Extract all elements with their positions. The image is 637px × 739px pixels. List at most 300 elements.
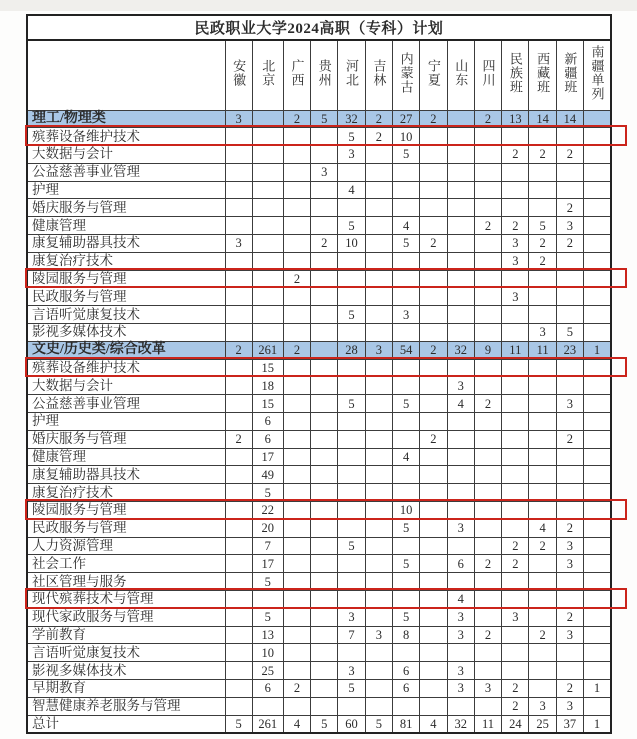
cell <box>447 110 474 128</box>
cell <box>365 146 392 164</box>
cell <box>338 555 365 573</box>
cell <box>584 519 611 537</box>
cell <box>556 252 583 270</box>
cell <box>365 252 392 270</box>
cell <box>420 199 447 217</box>
cell: 2 <box>311 235 338 253</box>
cell: 5 <box>392 395 419 413</box>
cell <box>420 591 447 609</box>
cell <box>474 448 501 466</box>
cell <box>529 466 556 484</box>
cell <box>584 430 611 448</box>
cell <box>311 199 338 217</box>
cell <box>365 484 392 502</box>
cell <box>502 395 529 413</box>
cell <box>502 306 529 324</box>
cell: 8 <box>392 626 419 644</box>
cell: 32 <box>447 715 474 733</box>
column-header <box>283 40 310 110</box>
cell: 2 <box>283 341 310 359</box>
row-label: 康复治疗技术 <box>27 484 225 502</box>
table-row <box>27 181 611 199</box>
cell: 20 <box>252 519 283 537</box>
cell <box>584 252 611 270</box>
cell <box>365 466 392 484</box>
row-label: 康复辅助器具技术 <box>27 466 225 484</box>
cell <box>474 359 501 377</box>
table-row <box>27 128 611 146</box>
cell <box>225 199 252 217</box>
cell: 3 <box>311 163 338 181</box>
cell <box>447 697 474 715</box>
cell <box>338 252 365 270</box>
cell: 32 <box>338 110 365 128</box>
row-label: 大数据与会计 <box>27 146 225 164</box>
cell: 3 <box>447 626 474 644</box>
cell: 15 <box>252 359 283 377</box>
cell: 2 <box>474 217 501 235</box>
cell <box>225 163 252 181</box>
cell <box>311 288 338 306</box>
cell <box>529 448 556 466</box>
cell <box>365 359 392 377</box>
cell <box>584 235 611 253</box>
cell: 5 <box>338 128 365 146</box>
table-row <box>27 662 611 680</box>
cell <box>311 608 338 626</box>
cell <box>447 235 474 253</box>
cell <box>252 252 283 270</box>
cell: 2 <box>556 680 583 698</box>
cell <box>556 288 583 306</box>
row-label: 大数据与会计 <box>27 377 225 395</box>
row-label: 康复辅助器具技术 <box>27 235 225 253</box>
cell <box>420 537 447 555</box>
cell <box>420 128 447 146</box>
cell: 3 <box>447 608 474 626</box>
cell <box>556 181 583 199</box>
cell <box>225 146 252 164</box>
cell <box>420 359 447 377</box>
table-row <box>27 199 611 217</box>
cell <box>502 466 529 484</box>
cell: 6 <box>392 680 419 698</box>
cell: 27 <box>392 110 419 128</box>
column-header <box>392 40 419 110</box>
cell: 2 <box>502 697 529 715</box>
cell <box>283 235 310 253</box>
cell <box>529 608 556 626</box>
table-row <box>27 537 611 555</box>
cell: 11 <box>529 341 556 359</box>
cell <box>529 591 556 609</box>
cell <box>556 591 583 609</box>
plan-table <box>26 14 612 734</box>
cell <box>283 697 310 715</box>
cell <box>365 324 392 342</box>
cell <box>447 359 474 377</box>
cell: 3 <box>556 217 583 235</box>
row-label: 民政服务与管理 <box>27 519 225 537</box>
cell <box>474 573 501 591</box>
cell <box>225 288 252 306</box>
cell: 3 <box>556 537 583 555</box>
cell <box>225 324 252 342</box>
cell <box>529 163 556 181</box>
cell: 3 <box>447 662 474 680</box>
cell: 10 <box>392 502 419 520</box>
cell <box>474 306 501 324</box>
cell <box>283 306 310 324</box>
column-header <box>420 40 447 110</box>
cell <box>225 306 252 324</box>
cell <box>447 448 474 466</box>
cell <box>392 573 419 591</box>
cell <box>556 413 583 431</box>
cell: 10 <box>252 644 283 662</box>
column-header-text: 西藏班 <box>535 52 551 95</box>
cell <box>502 662 529 680</box>
cell: 24 <box>502 715 529 733</box>
cell <box>474 413 501 431</box>
cell <box>420 288 447 306</box>
cell <box>392 288 419 306</box>
cell: 2 <box>556 199 583 217</box>
cell <box>392 252 419 270</box>
cell: 5 <box>338 217 365 235</box>
cell: 11 <box>474 715 501 733</box>
table-row <box>27 217 611 235</box>
table-row <box>27 697 611 715</box>
table-row <box>27 359 611 377</box>
cell <box>529 377 556 395</box>
cell <box>474 235 501 253</box>
cell: 3 <box>365 341 392 359</box>
table-row <box>27 324 611 342</box>
row-label: 殡葬设备维护技术 <box>27 359 225 377</box>
cell <box>584 502 611 520</box>
column-header-text: 吉林 <box>371 59 387 88</box>
cell <box>365 697 392 715</box>
column-header <box>365 40 392 110</box>
column-header-text: 北京 <box>260 59 276 88</box>
cell: 10 <box>392 128 419 146</box>
cell <box>225 484 252 502</box>
row-label: 言语听觉康复技术 <box>27 306 225 324</box>
column-header <box>338 40 365 110</box>
cell <box>420 270 447 288</box>
cell <box>420 644 447 662</box>
section-header-row <box>27 110 611 128</box>
cell <box>365 199 392 217</box>
row-label: 公益慈善事业管理 <box>27 163 225 181</box>
cell <box>225 662 252 680</box>
cell <box>556 484 583 502</box>
cell <box>311 395 338 413</box>
column-header-text: 新疆班 <box>562 52 578 95</box>
cell <box>311 626 338 644</box>
cell: 3 <box>474 680 501 698</box>
cell <box>529 502 556 520</box>
cell <box>225 181 252 199</box>
cell <box>556 359 583 377</box>
cell <box>556 644 583 662</box>
cell <box>392 591 419 609</box>
cell <box>584 697 611 715</box>
table-row <box>27 395 611 413</box>
cell: 2 <box>529 252 556 270</box>
cell <box>338 448 365 466</box>
cell <box>283 181 310 199</box>
cell <box>420 662 447 680</box>
cell <box>365 555 392 573</box>
cell <box>584 395 611 413</box>
cell <box>338 359 365 377</box>
cell <box>365 377 392 395</box>
cell: 3 <box>502 235 529 253</box>
cell <box>283 128 310 146</box>
cell <box>311 591 338 609</box>
cell <box>392 537 419 555</box>
cell <box>338 502 365 520</box>
cell <box>338 163 365 181</box>
cell: 5 <box>392 519 419 537</box>
cell <box>365 573 392 591</box>
cell <box>365 608 392 626</box>
cell <box>283 466 310 484</box>
table-row <box>27 608 611 626</box>
cell <box>474 270 501 288</box>
cell: 5 <box>338 680 365 698</box>
cell <box>225 644 252 662</box>
cell <box>420 448 447 466</box>
table-row <box>27 502 611 520</box>
cell <box>392 181 419 199</box>
cell: 3 <box>556 395 583 413</box>
column-header-text: 宁夏 <box>425 59 441 88</box>
cell: 32 <box>447 341 474 359</box>
cell <box>584 377 611 395</box>
cell <box>556 573 583 591</box>
cell <box>502 626 529 644</box>
cell <box>502 430 529 448</box>
cell <box>311 359 338 377</box>
cell <box>225 128 252 146</box>
row-label: 陵园服务与管理 <box>27 270 225 288</box>
cell <box>420 395 447 413</box>
cell <box>447 252 474 270</box>
cell <box>529 128 556 146</box>
cell <box>420 608 447 626</box>
cell: 2 <box>225 430 252 448</box>
cell <box>420 324 447 342</box>
cell <box>392 466 419 484</box>
cell <box>556 306 583 324</box>
table-row <box>27 573 611 591</box>
cell <box>365 270 392 288</box>
cell <box>584 555 611 573</box>
column-header <box>252 40 283 110</box>
cell <box>283 555 310 573</box>
column-header-text: 贵州 <box>316 59 332 88</box>
cell <box>584 448 611 466</box>
cell <box>529 484 556 502</box>
cell <box>225 377 252 395</box>
cell <box>392 359 419 377</box>
cell <box>584 110 611 128</box>
cell <box>556 502 583 520</box>
cell: 5 <box>252 573 283 591</box>
cell <box>365 448 392 466</box>
cell <box>252 181 283 199</box>
cell <box>338 413 365 431</box>
cell <box>502 128 529 146</box>
cell <box>474 252 501 270</box>
corner-cell <box>27 40 225 110</box>
cell <box>420 252 447 270</box>
cell: 3 <box>556 697 583 715</box>
cell: 2 <box>556 608 583 626</box>
cell <box>365 644 392 662</box>
cell <box>311 377 338 395</box>
cell <box>529 288 556 306</box>
cell <box>556 128 583 146</box>
cell <box>529 644 556 662</box>
cell: 2 <box>556 146 583 164</box>
cell <box>252 697 283 715</box>
cell <box>311 324 338 342</box>
table-row <box>27 270 611 288</box>
cell <box>474 288 501 306</box>
cell <box>502 573 529 591</box>
cell: 2 <box>474 626 501 644</box>
column-header-text: 广西 <box>289 59 305 88</box>
row-label: 陵园服务与管理 <box>27 502 225 520</box>
cell <box>392 484 419 502</box>
cell <box>584 199 611 217</box>
cell: 1 <box>584 680 611 698</box>
cell <box>338 466 365 484</box>
cell <box>502 413 529 431</box>
cell <box>529 573 556 591</box>
cell <box>311 181 338 199</box>
cell <box>584 662 611 680</box>
cell <box>584 359 611 377</box>
cell <box>502 377 529 395</box>
cell <box>447 128 474 146</box>
row-label: 健康管理 <box>27 217 225 235</box>
cell <box>225 502 252 520</box>
cell <box>474 608 501 626</box>
cell: 3 <box>502 252 529 270</box>
column-header <box>474 40 501 110</box>
cell <box>311 555 338 573</box>
cell <box>584 573 611 591</box>
cell <box>338 199 365 217</box>
cell <box>529 359 556 377</box>
cell <box>447 413 474 431</box>
table-row <box>27 306 611 324</box>
cell: 37 <box>556 715 583 733</box>
cell: 2 <box>474 555 501 573</box>
cell: 5 <box>556 324 583 342</box>
cell <box>529 306 556 324</box>
cell <box>392 199 419 217</box>
cell <box>338 484 365 502</box>
table-row <box>27 235 611 253</box>
cell <box>447 502 474 520</box>
cell <box>225 252 252 270</box>
cell: 2 <box>474 395 501 413</box>
cell: 2 <box>365 128 392 146</box>
cell <box>283 430 310 448</box>
cell: 3 <box>365 626 392 644</box>
cell <box>556 448 583 466</box>
cell <box>338 644 365 662</box>
cell <box>529 413 556 431</box>
cell: 2 <box>420 341 447 359</box>
cell <box>420 680 447 698</box>
cell <box>283 199 310 217</box>
row-label: 智慧健康养老服务与管理 <box>27 697 225 715</box>
cell: 2 <box>502 537 529 555</box>
cell: 3 <box>338 608 365 626</box>
cell <box>225 395 252 413</box>
cell <box>338 573 365 591</box>
cell <box>225 519 252 537</box>
cell: 5 <box>392 608 419 626</box>
cell <box>584 270 611 288</box>
section-header-row <box>27 341 611 359</box>
cell: 3 <box>502 608 529 626</box>
cell <box>447 306 474 324</box>
cell <box>474 466 501 484</box>
cell: 2 <box>420 110 447 128</box>
cell <box>502 448 529 466</box>
cell <box>556 270 583 288</box>
cell: 3 <box>447 680 474 698</box>
cell: 25 <box>529 715 556 733</box>
cell <box>447 324 474 342</box>
table-row <box>27 484 611 502</box>
column-header-text: 安徽 <box>231 59 247 88</box>
cell: 3 <box>447 519 474 537</box>
cell <box>474 537 501 555</box>
cell: 2 <box>502 146 529 164</box>
cell <box>283 591 310 609</box>
cell <box>584 128 611 146</box>
column-header-text: 南疆单列 <box>589 45 605 102</box>
cell: 28 <box>338 341 365 359</box>
cell: 3 <box>529 697 556 715</box>
table-row <box>27 626 611 644</box>
cell: 5 <box>392 555 419 573</box>
cell <box>311 466 338 484</box>
cell <box>311 644 338 662</box>
cell: 3 <box>338 146 365 164</box>
column-header-text: 民族班 <box>507 52 523 95</box>
cell <box>365 288 392 306</box>
cell <box>283 608 310 626</box>
cell: 2 <box>420 430 447 448</box>
table-row <box>27 146 611 164</box>
cell <box>447 199 474 217</box>
cell <box>392 324 419 342</box>
cell <box>584 163 611 181</box>
cell <box>338 697 365 715</box>
cell: 5 <box>252 484 283 502</box>
cell <box>584 644 611 662</box>
